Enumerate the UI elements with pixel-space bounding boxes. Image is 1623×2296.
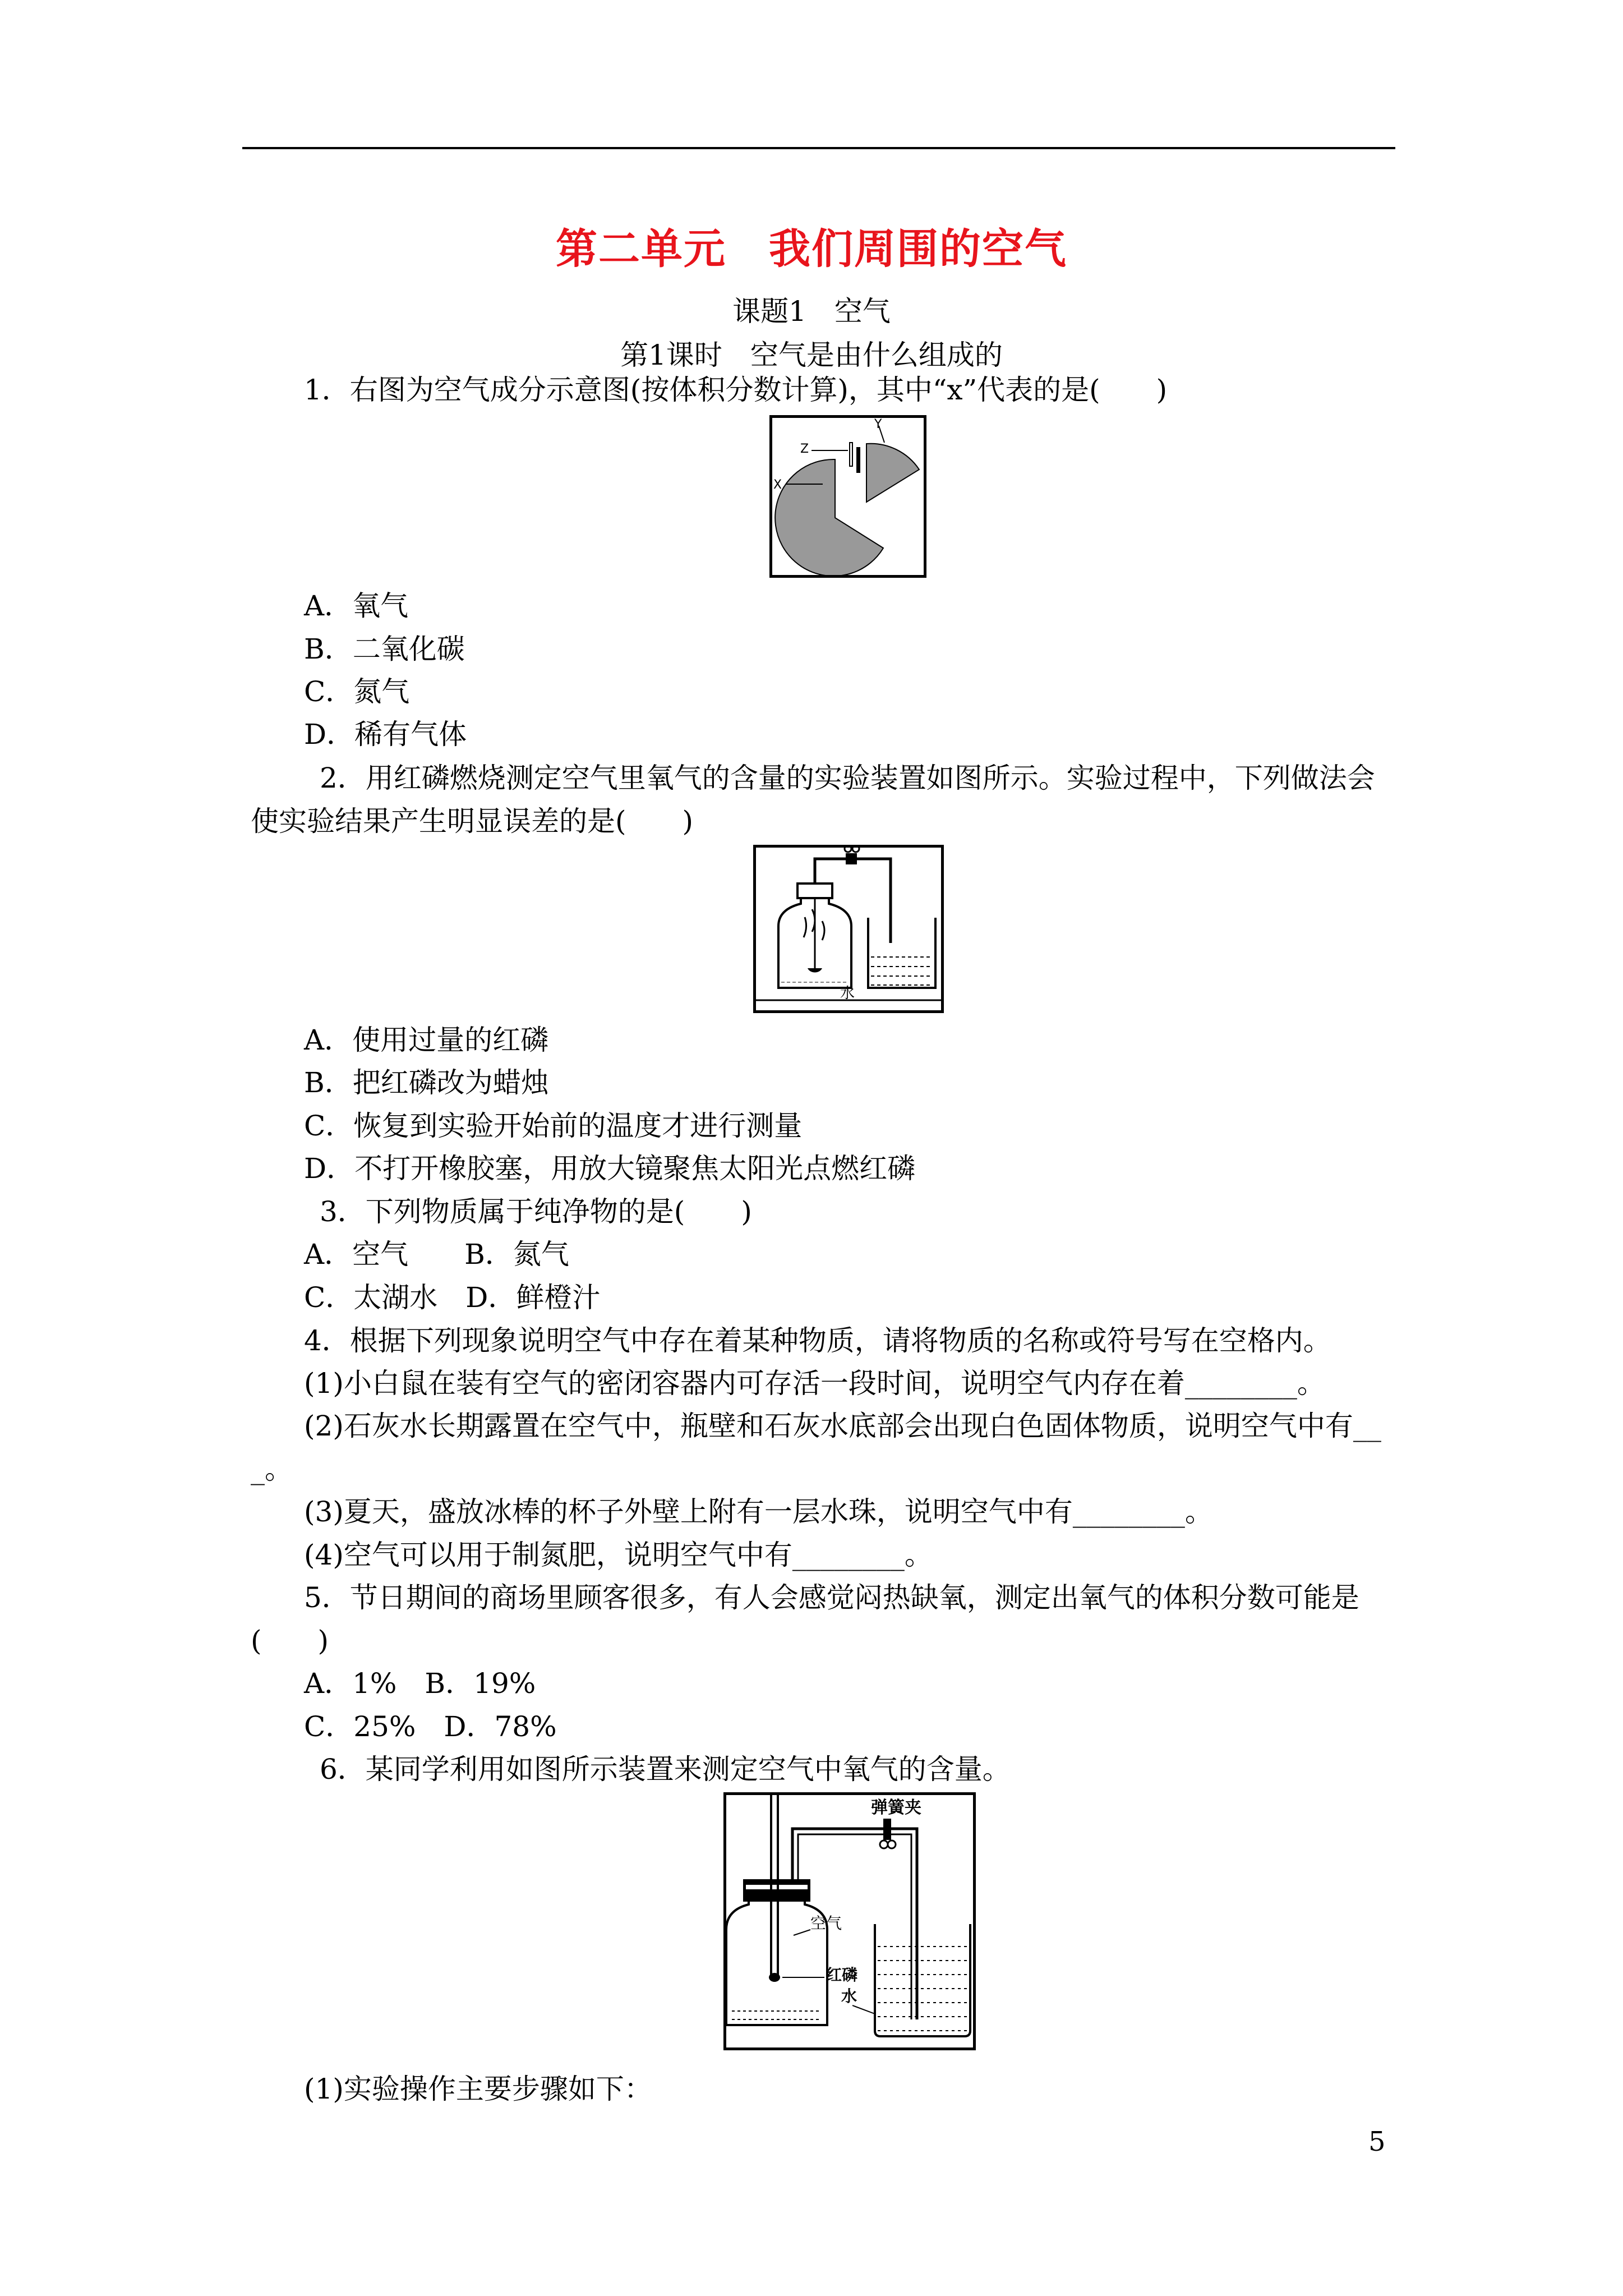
q2-stem-line2: 使实验结果产生明显误差的是( )	[251, 805, 694, 838]
q2-option-c: C．恢复到实验开始前的温度才进行测量	[304, 1110, 803, 1142]
q1-stem: 1．右图为空气成分示意图(按体积分数计算)，其中“x”代表的是( )	[304, 374, 1168, 406]
q3-stem: 3．下列物质属于纯净物的是( )	[320, 1195, 752, 1228]
q6-label-clamp: 弹簧夹	[871, 1798, 921, 1818]
q4-part4: (4)空气可以用于制氮肥，说明空气中有________。	[304, 1539, 933, 1571]
header-rule	[242, 147, 1395, 149]
q1-option-b: B．二氧化碳	[304, 633, 465, 665]
q6-stem: 6．某同学利用如图所示装置来测定空气中氧气的含量。	[320, 1753, 1011, 1786]
q6-label-water: 水	[841, 1987, 857, 2005]
q4-part1: (1)小白鼠在装有空气的密闭容器内可存活一段时间，说明空气内存在着________。	[304, 1367, 1325, 1400]
q2-option-d: D．不打开橡胶塞，用放大镜聚焦太阳光点燃红磷	[304, 1152, 916, 1185]
q4-part3: (3)夏天，盛放冰棒的杯子外壁上附有一层水珠，说明空气中有________。	[304, 1496, 1213, 1528]
lesson-title: 课题1 空气	[732, 295, 891, 328]
unit-title: 第二单元 我们周围的空气	[556, 225, 1067, 273]
page-number: 5	[1368, 2126, 1386, 2157]
q2-apparatus-figure	[753, 845, 944, 1013]
q1-option-d: D．稀有气体	[304, 718, 467, 751]
q6-label-air: 空气	[810, 1914, 842, 1932]
q5-options-line1: A．1% B．19%	[304, 1667, 536, 1700]
q5-stem-line1: 5．节日期间的商场里顾客很多，有人会感觉闷热缺氧，测定出氧气的体积分数可能是	[304, 1581, 1359, 1614]
q6-part1: (1)实验操作主要步骤如下：	[304, 2073, 652, 2105]
q1-label-z: Z	[800, 442, 809, 456]
q5-options-line2: C．25% D．78%	[304, 1710, 557, 1743]
q5-stem-line2: ( )	[251, 1625, 329, 1657]
q2-option-b: B．把红磷改为蜡烛	[304, 1066, 549, 1099]
q3-options-line2: C．太湖水 D．鲜橙汁	[304, 1281, 601, 1314]
q4-part2-line2: _。	[251, 1453, 293, 1485]
q4-stem: 4．根据下列现象说明空气中存在着某种物质，请将物质的名称或符号写在空格内。	[304, 1324, 1331, 1357]
q2-label-water: 水	[840, 985, 855, 1002]
q6-label-phosphorus: 红磷	[826, 1966, 858, 1984]
q4-part2-line1: (2)石灰水长期露置在空气中，瓶壁和石灰水底部会出现白色固体物质，说明空气中有__	[304, 1410, 1381, 1442]
q3-options-line1: A．空气 B．氮气	[304, 1238, 569, 1271]
q1-option-c: C．氮气	[304, 675, 410, 708]
q1-pie-figure	[769, 415, 926, 578]
q1-label-x: X	[773, 478, 782, 492]
q1-option-a: A．氧气	[304, 590, 409, 622]
q2-option-a: A．使用过量的红磷	[304, 1024, 549, 1056]
q6-apparatus-figure	[723, 1792, 976, 2050]
section-title: 第1课时 空气是由什么组成的	[620, 339, 1003, 371]
q1-label-y: Y	[874, 418, 882, 431]
q2-stem-line1: 2．用红磷燃烧测定空气里氧气的含量的实验装置如图所示。实验过程中，下列做法会	[320, 762, 1375, 794]
